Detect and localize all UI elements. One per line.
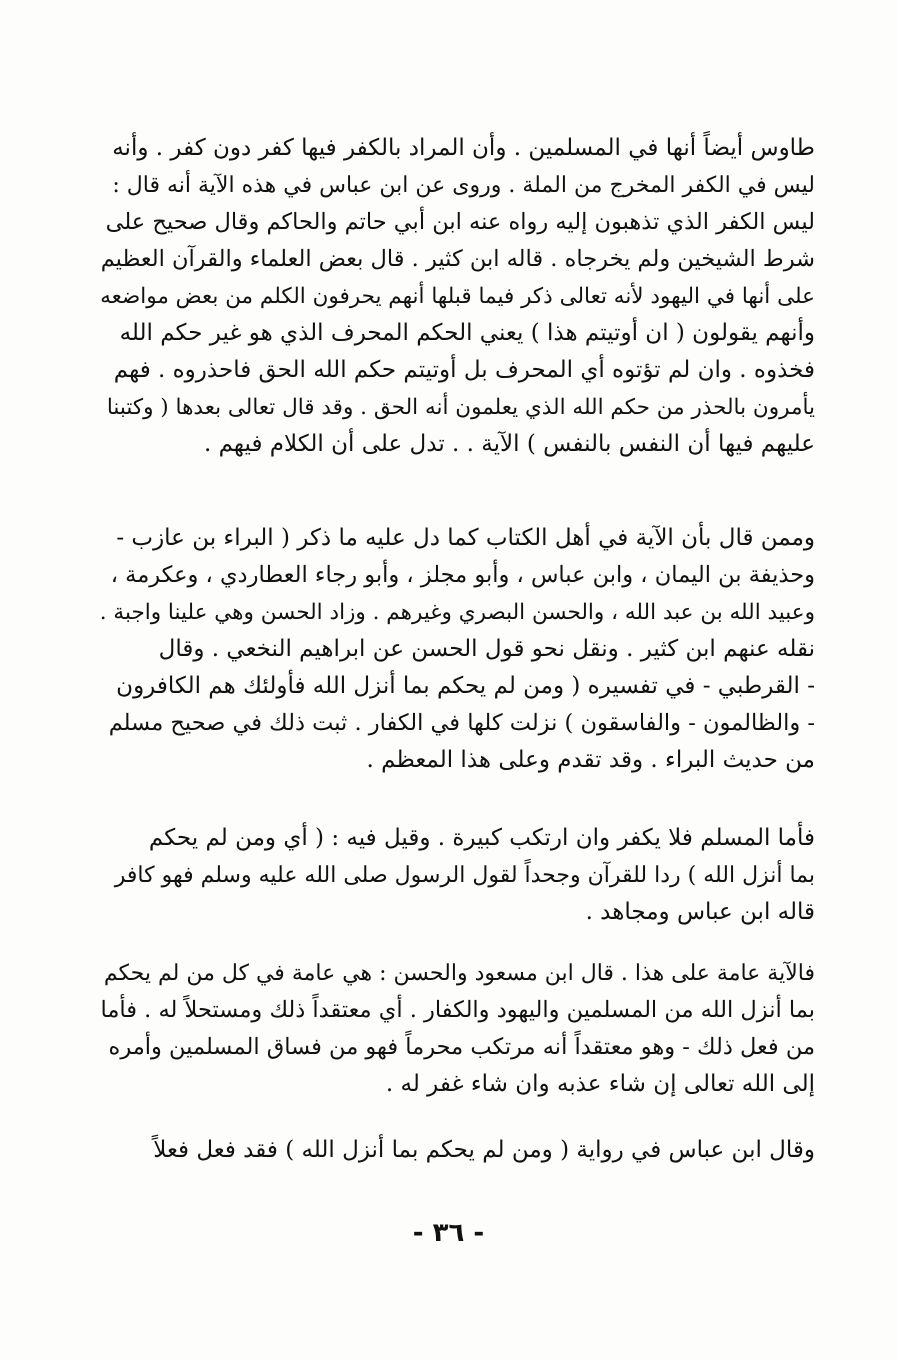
text-line: يأمرون بالحذر من حكم الله الذي يعلمون أنه الحق . وقد قال تعالى بعدها ( وكتبنا <box>106 395 815 420</box>
text-line: عليهم فيها أن النفس بالنفس ) الآية . . تدل على أن الكلام فيهم . <box>203 431 815 457</box>
text-line: - والظالمون - والفاسقون ) نزلت كلها في الكفار . ثبت ذلك في صحيح مسلم <box>108 710 815 736</box>
text-line: وحذيفة بن اليمان ، وابن عباس ، وأبو مجلز ، وأبو رجاء العطاردي ، وعكرمة ، <box>110 562 815 588</box>
text-line: شرط الشيخين ولم يخرجاه . قاله ابن كثير . قال بعض العلماء والقرآن العظيم <box>100 246 815 272</box>
paragraph-3 <box>100 820 815 931</box>
text-line: فخذوه . وان لم تؤتوه أي المحرف بل أوتيتم حكم الله الحق فاحذروه . فهم <box>113 357 815 383</box>
text-line: طاوس أيضاً أنها في المسلمين . وأن المراد بالكفر فيها كفر دون كفر . وأنه <box>112 135 815 161</box>
text-line: على أنها في اليهود لأنه تعالى ذكر فيما قبلها أنهم يحرفون الكلم من بعض مواضعه <box>100 284 815 309</box>
page-number: - ٣٦ - <box>412 1218 485 1248</box>
text-line: ليس في الكفر المخرج من الملة . وروى عن ابن عباس في هذه الآية أنه قال : <box>112 173 815 198</box>
paragraph-5 <box>100 1132 815 1169</box>
paragraph-1 <box>100 130 815 463</box>
text-line: - القرطبي - في تفسيره ( ومن لم يحكم بما أنزل الله فأولئك هم الكافرون <box>116 673 815 699</box>
text-line: فالآية عامة على هذا . قال ابن مسعود والحسن : هي عامة في كل من لم يحكم <box>103 961 815 986</box>
text-line: وأنهم يقولون ( ان أوتيتم هذا ) يعني الحكم المحرف الذي هو غير حكم الله <box>119 320 815 346</box>
text-line: بما أنزل الله ) ردا للقرآن وجحداً لقول الرسول صلى الله عليه وسلم فهو كافر <box>114 863 815 888</box>
text-line: قاله ابن عباس ومجاهد . <box>585 899 815 925</box>
text-line: من فعل ذلك - وهو معتقداً أنه مرتكب محرماً فهو من فساق المسلمين وأمره <box>108 1034 815 1060</box>
text-line: نقله عنهم ابن كثير . ونقل نحو قول الحسن عن ابراهيم النخعي . وقال <box>158 636 815 662</box>
text-line: وممن قال بأن الآية في أهل الكتاب كما دل عليه ما ذكر ( البراء بن عازب - <box>116 525 815 551</box>
text-line: وعبيد الله بن عبد الله ، والحسن البصري وغيرهم . وزاد الحسن وهي علينا واجبة . <box>100 600 815 625</box>
text-line: وقال ابن عباس في رواية ( ومن لم يحكم بما أنزل الله ) فقد فعل فعلاً <box>153 1137 815 1163</box>
text-line: بما أنزل الله من المسلمين واليهود والكفار . أي معتقداً ذلك ومستحلاً له . فأما <box>100 997 815 1023</box>
text-line: ليس الكفر الذي تذهبون إليه رواه عنه ابن أبي حاتم والحاكم وقال صحيح على <box>105 209 815 235</box>
paragraph-4 <box>100 955 815 1103</box>
paragraph-2 <box>100 520 815 779</box>
text-line: إلى الله تعالى إن شاء عذبه وان شاء غفر له . <box>385 1071 815 1097</box>
text-line: من حديث البراء . وقد تقدم وعلى هذا المعظم . <box>366 747 815 773</box>
text-line: فأما المسلم فلا يكفر وان ارتكب كبيرة . وقيل فيه : ( أي ومن لم يحكم <box>148 825 815 851</box>
